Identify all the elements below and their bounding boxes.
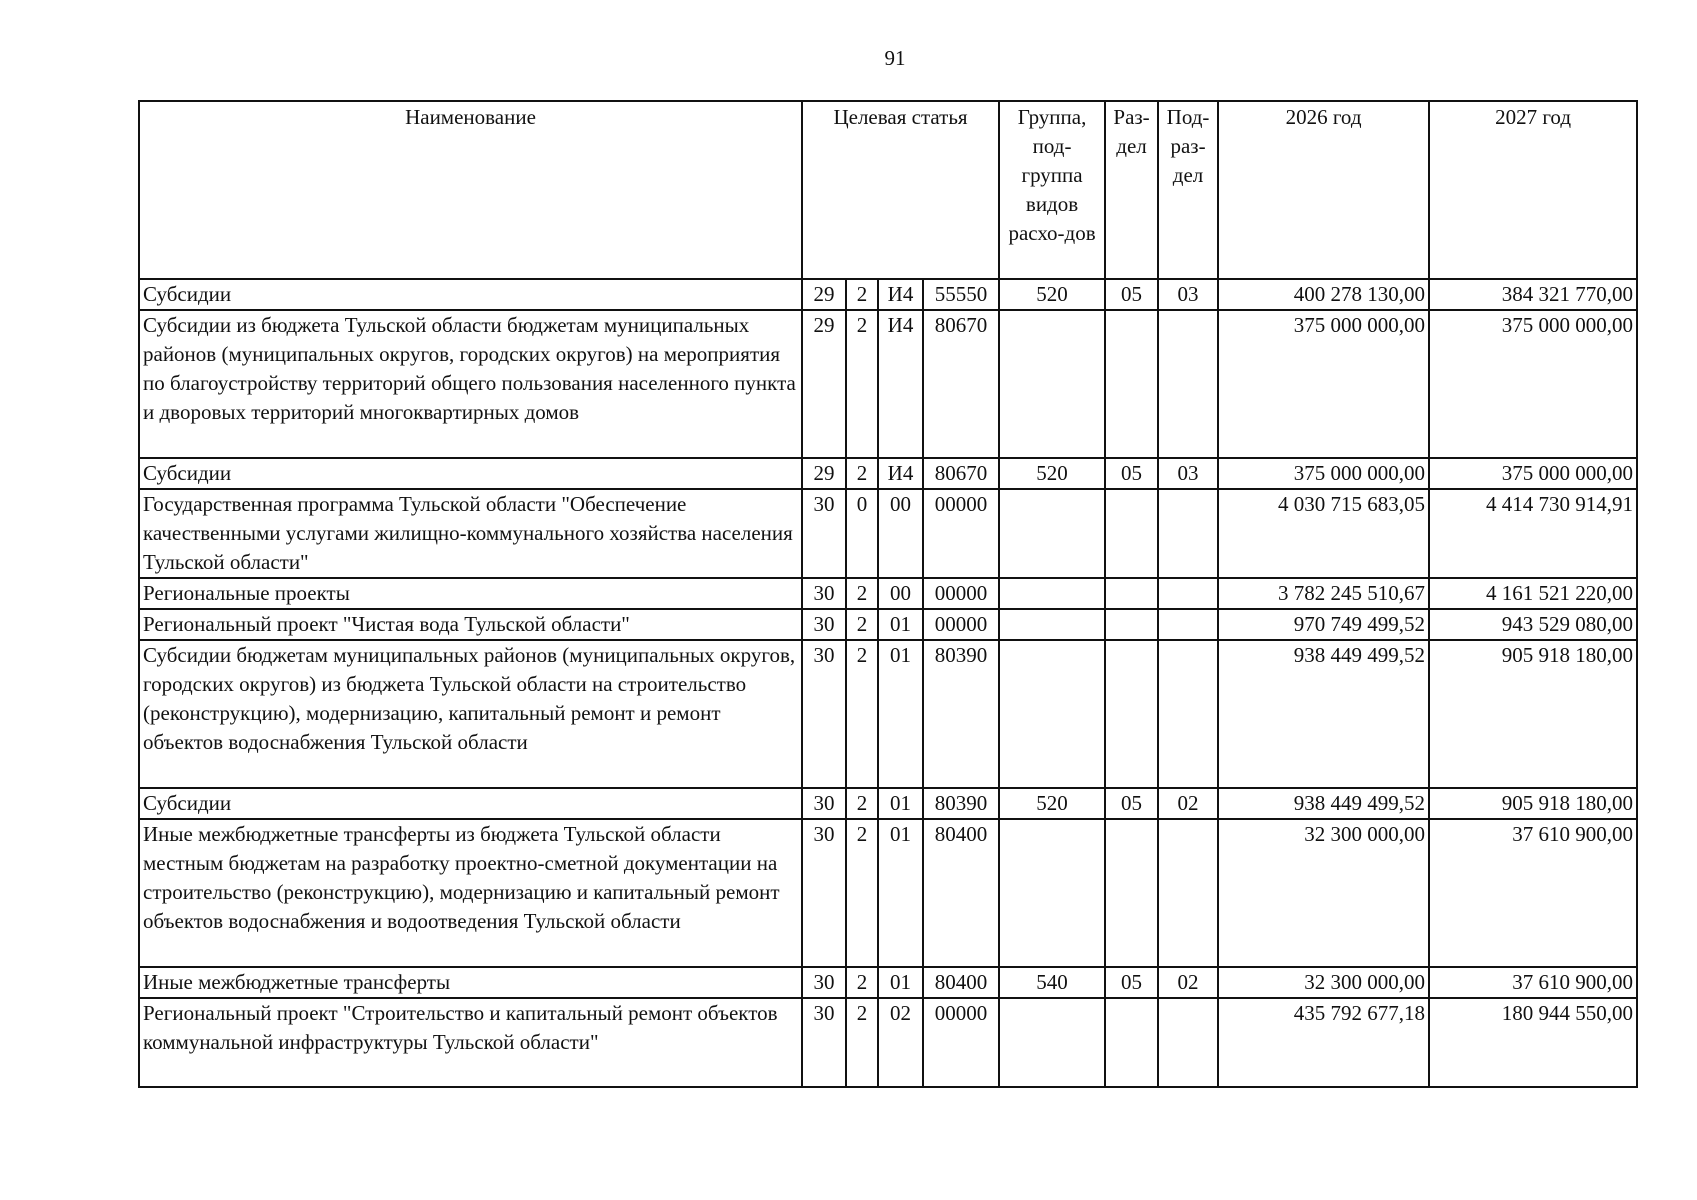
table-body <box>139 279 1637 1087</box>
row-name: Региональный проект "Строительство и капитальный ремонт объектов коммунальной инфраструктуры Тульской области" <box>139 998 802 1087</box>
target-code-3: 00 <box>878 489 923 578</box>
row-name: Субсидии <box>139 788 802 819</box>
target-code-2: 2 <box>846 998 878 1087</box>
amount-2026: 435 792 677,18 <box>1218 998 1429 1087</box>
subsection-code <box>1158 998 1218 1087</box>
section-code <box>1105 609 1158 640</box>
amount-2027: 37 610 900,00 <box>1429 819 1637 967</box>
section-code <box>1105 310 1158 458</box>
expense-group <box>999 489 1105 578</box>
subsection-code <box>1158 310 1218 458</box>
target-code-2: 2 <box>846 578 878 609</box>
table-row <box>139 967 1637 998</box>
row-name: Региональные проекты <box>139 578 802 609</box>
target-code-1: 29 <box>802 310 846 458</box>
expense-group <box>999 310 1105 458</box>
table-row <box>139 819 1637 967</box>
target-code-1: 29 <box>802 279 846 310</box>
row-name: Иные межбюджетные трансферты <box>139 967 802 998</box>
target-code-4: 80390 <box>923 788 999 819</box>
amount-2026: 32 300 000,00 <box>1218 967 1429 998</box>
header-group: Группа, под-группа видов расхо-дов <box>999 101 1105 279</box>
target-code-2: 2 <box>846 609 878 640</box>
header-row <box>139 101 1637 279</box>
target-code-2: 2 <box>846 640 878 788</box>
target-code-2: 2 <box>846 279 878 310</box>
target-code-4: 00000 <box>923 609 999 640</box>
expense-group <box>999 819 1105 967</box>
expense-group <box>999 609 1105 640</box>
target-code-1: 30 <box>802 998 846 1087</box>
subsection-code <box>1158 640 1218 788</box>
target-code-4: 80400 <box>923 819 999 967</box>
row-name: Субсидии бюджетам муниципальных районов (муниципальных округов, городских округов) из бюджета Тульской области на строительство (реконструкцию), модернизацию, капитальный ремонт и ремонт объектов водоснабжения Тульской области <box>139 640 802 788</box>
table-row <box>139 640 1637 788</box>
target-code-2: 2 <box>846 819 878 967</box>
target-code-1: 30 <box>802 967 846 998</box>
target-code-1: 29 <box>802 458 846 489</box>
section-code: 05 <box>1105 967 1158 998</box>
target-code-1: 30 <box>802 788 846 819</box>
target-code-4: 00000 <box>923 489 999 578</box>
amount-2026: 970 749 499,52 <box>1218 609 1429 640</box>
subsection-code: 02 <box>1158 967 1218 998</box>
page-number: 91 <box>884 46 906 70</box>
expense-group <box>999 578 1105 609</box>
amount-2026: 375 000 000,00 <box>1218 310 1429 458</box>
target-code-4: 80670 <box>923 458 999 489</box>
target-code-1: 30 <box>802 609 846 640</box>
section-code <box>1105 819 1158 967</box>
amount-2026: 938 449 499,52 <box>1218 640 1429 788</box>
target-code-3: 01 <box>878 640 923 788</box>
target-code-2: 2 <box>846 458 878 489</box>
amount-2026: 32 300 000,00 <box>1218 819 1429 967</box>
table-row <box>139 609 1637 640</box>
amount-2027: 905 918 180,00 <box>1429 788 1637 819</box>
target-code-1: 30 <box>802 489 846 578</box>
table-row <box>139 279 1637 310</box>
row-name: Субсидии из бюджета Тульской области бюджетам муниципальных районов (муниципальных округов, городских округов) на мероприятия по благоустройству территорий общего пользования населенного пункта и дворовых территорий многоквартирных домов <box>139 310 802 458</box>
target-code-3: 01 <box>878 967 923 998</box>
target-code-2: 2 <box>846 788 878 819</box>
amount-2026: 400 278 130,00 <box>1218 279 1429 310</box>
subsection-code <box>1158 819 1218 967</box>
target-code-3: 01 <box>878 609 923 640</box>
table-row <box>139 458 1637 489</box>
header-section: Раз-дел <box>1105 101 1158 279</box>
subsection-code <box>1158 578 1218 609</box>
table-row <box>139 310 1637 458</box>
table-row <box>139 489 1637 578</box>
target-code-4: 80400 <box>923 967 999 998</box>
target-code-2: 2 <box>846 967 878 998</box>
subsection-code <box>1158 489 1218 578</box>
row-name: Иные межбюджетные трансферты из бюджета Тульской области местным бюджетам на разработку проектно-сметной документации на строительство (реконструкцию), модернизацию и капитальный ремонт объектов водоснабжения и водоотведения Тульской области <box>139 819 802 967</box>
header-subsection: Под-раз-дел <box>1158 101 1218 279</box>
amount-2026: 938 449 499,52 <box>1218 788 1429 819</box>
table-row <box>139 578 1637 609</box>
row-name: Региональный проект "Чистая вода Тульской области" <box>139 609 802 640</box>
subsection-code: 02 <box>1158 788 1218 819</box>
target-code-2: 2 <box>846 310 878 458</box>
target-code-3: 00 <box>878 578 923 609</box>
table-row <box>139 788 1637 819</box>
expense-group <box>999 640 1105 788</box>
amount-2027: 905 918 180,00 <box>1429 640 1637 788</box>
target-code-2: 0 <box>846 489 878 578</box>
target-code-4: 80670 <box>923 310 999 458</box>
target-code-3: 02 <box>878 998 923 1087</box>
target-code-3: 01 <box>878 788 923 819</box>
target-code-3: 01 <box>878 819 923 967</box>
header-year-2027: 2027 год <box>1429 101 1637 279</box>
budget-table <box>138 100 1638 1088</box>
subsection-code: 03 <box>1158 458 1218 489</box>
section-code <box>1105 489 1158 578</box>
row-name: Государственная программа Тульской области "Обеспечение качественными услугами жилищно-коммунального хозяйства населения Тульской области" <box>139 489 802 578</box>
section-code: 05 <box>1105 458 1158 489</box>
row-name: Субсидии <box>139 458 802 489</box>
target-code-4: 80390 <box>923 640 999 788</box>
subsection-code: 03 <box>1158 279 1218 310</box>
header-year-2026: 2026 год <box>1218 101 1429 279</box>
amount-2027: 180 944 550,00 <box>1429 998 1637 1087</box>
target-code-3: И4 <box>878 279 923 310</box>
section-code <box>1105 578 1158 609</box>
target-code-4: 55550 <box>923 279 999 310</box>
expense-group: 520 <box>999 788 1105 819</box>
target-code-3: И4 <box>878 310 923 458</box>
expense-group <box>999 998 1105 1087</box>
amount-2027: 384 321 770,00 <box>1429 279 1637 310</box>
amount-2027: 4 414 730 914,91 <box>1429 489 1637 578</box>
header-target: Целевая статья <box>802 101 999 279</box>
expense-group: 540 <box>999 967 1105 998</box>
target-code-1: 30 <box>802 640 846 788</box>
target-code-4: 00000 <box>923 578 999 609</box>
section-code <box>1105 640 1158 788</box>
amount-2026: 4 030 715 683,05 <box>1218 489 1429 578</box>
amount-2027: 375 000 000,00 <box>1429 310 1637 458</box>
expense-group: 520 <box>999 458 1105 489</box>
subsection-code <box>1158 609 1218 640</box>
amount-2027: 943 529 080,00 <box>1429 609 1637 640</box>
target-code-1: 30 <box>802 819 846 967</box>
section-code: 05 <box>1105 279 1158 310</box>
section-code: 05 <box>1105 788 1158 819</box>
table-row <box>139 998 1637 1087</box>
section-code <box>1105 998 1158 1087</box>
target-code-3: И4 <box>878 458 923 489</box>
row-name: Субсидии <box>139 279 802 310</box>
amount-2027: 375 000 000,00 <box>1429 458 1637 489</box>
header-name: Наименование <box>139 101 802 279</box>
expense-group: 520 <box>999 279 1105 310</box>
amount-2026: 3 782 245 510,67 <box>1218 578 1429 609</box>
amount-2027: 37 610 900,00 <box>1429 967 1637 998</box>
target-code-4: 00000 <box>923 998 999 1087</box>
amount-2026: 375 000 000,00 <box>1218 458 1429 489</box>
amount-2027: 4 161 521 220,00 <box>1429 578 1637 609</box>
target-code-1: 30 <box>802 578 846 609</box>
